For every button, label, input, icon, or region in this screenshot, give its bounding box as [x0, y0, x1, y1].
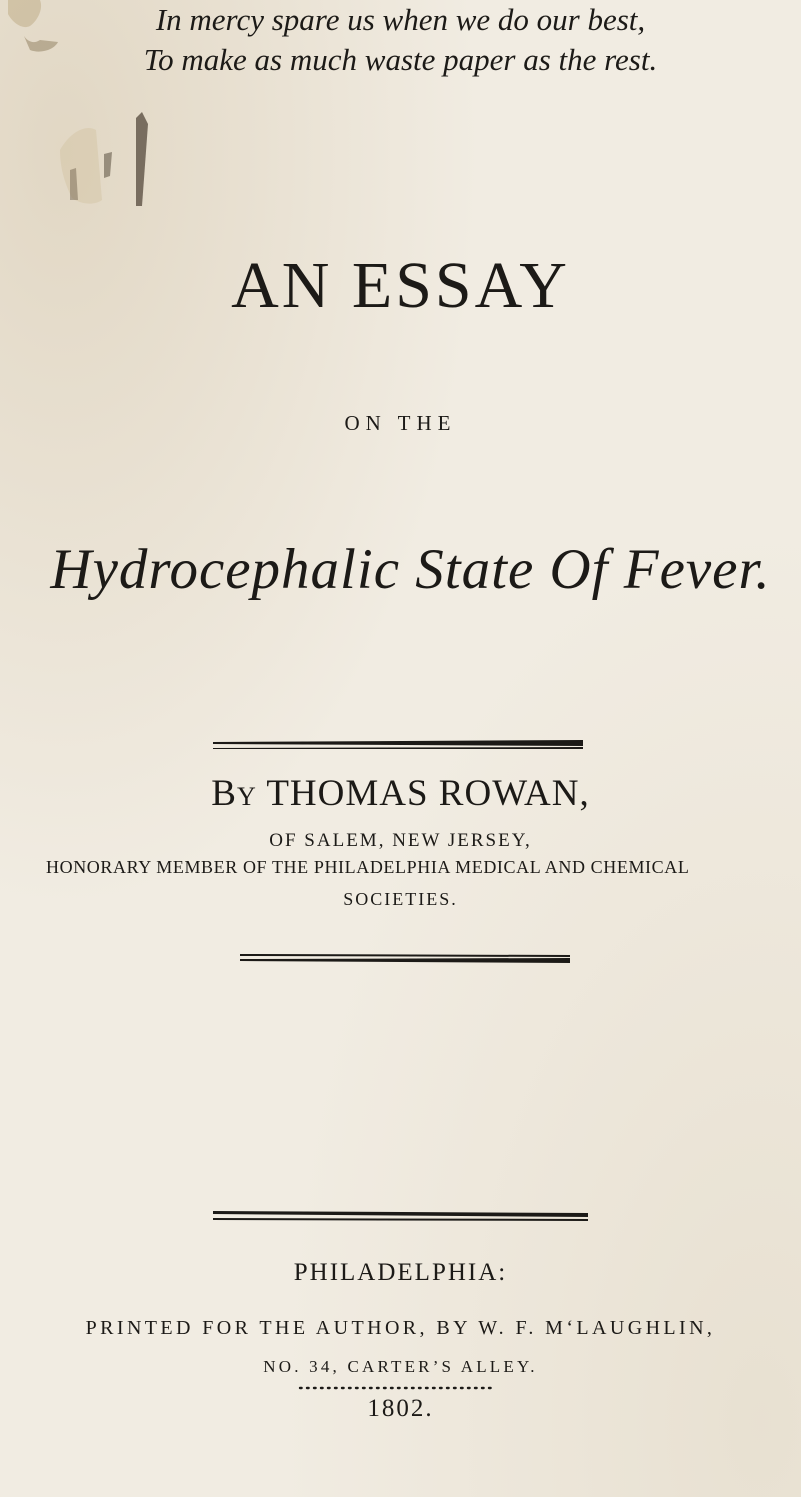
epigraph-line-2: To make as much waste paper as the rest. — [143, 42, 658, 77]
double-rule-top — [213, 740, 583, 752]
ink-stain-mark — [0, 0, 200, 240]
publication-year: 1802. — [367, 1395, 434, 1422]
imprint-printer: PRINTED FOR THE AUTHOR, BY W. F. M‘LAUGHLIN, — [85, 1317, 716, 1339]
dotted-rule — [298, 1384, 498, 1392]
author-societies: SOCIETIES. — [343, 889, 458, 909]
on-the-heading: ON THE — [344, 411, 457, 435]
double-rule-bottom — [213, 1210, 588, 1224]
author-origin: OF SALEM, NEW JERSEY, — [269, 830, 532, 851]
essay-title: AN ESSAY — [231, 249, 570, 322]
essay-subtitle: Hydrocephalic State Of Fever. — [50, 538, 771, 601]
author-byline: By THOMAS ROWAN, — [211, 773, 590, 814]
double-rule-middle — [240, 952, 570, 966]
author-membership: HONORARY MEMBER OF THE PHILADELPHIA MEDICAL AND CHEMICAL — [46, 857, 690, 877]
imprint-address: NO. 34, CARTER’S ALLEY. — [263, 1357, 538, 1376]
epigraph-line-1: In mercy spare us when we do our best, — [155, 2, 646, 37]
imprint-place: PHILADELPHIA: — [293, 1259, 508, 1286]
